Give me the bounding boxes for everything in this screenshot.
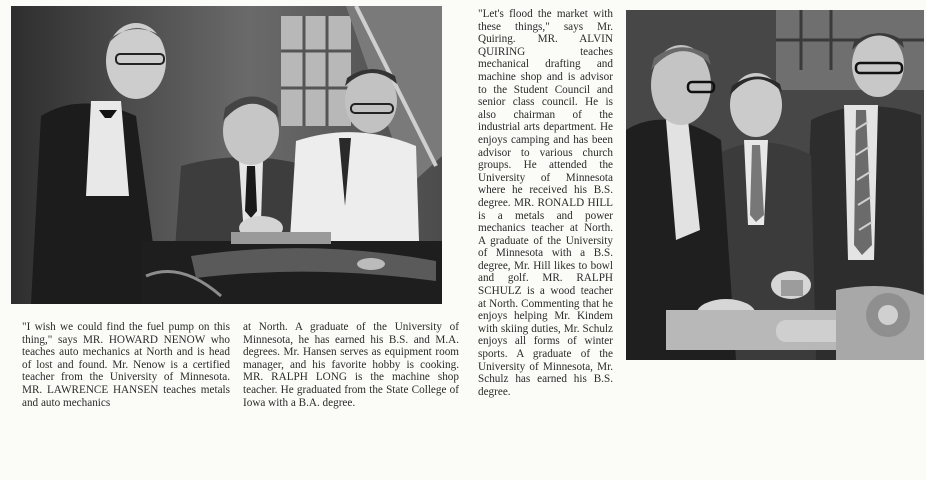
photo-engine-inspection-image bbox=[11, 6, 442, 304]
caption-column-1-text: "I wish we could find the fuel pump on this thing," says MR. HOWARD NENOW who teaches auto mechanics at North and is head of lost and found. Mr. Nenow is a certified teacher from the University of Minnesota. MR. LAWRENCE HANSEN teaches metals and auto mechanics bbox=[22, 321, 230, 409]
caption-column-3-text: "Let's flood the market with these things," says Mr. Quiring. MR. ALVIN QUIRING teaches mechanical drafting and machine shop and is advisor to the Student Council and senior class council. He is also chairman of the industrial arts department. He enjoys camping and has been advisor to various church groups. He attended the University of Minnesota where he received his B.S. degree. MR. RONALD HILL is a metals and power mechanics teacher at North. A graduate of the University of Minnesota with a B.S. degree, Mr. Hill likes to bowl and golf. MR. RALPH SCHULZ is a wood teacher at North. Commenting that he enjoys helping Mr. Kindem with skiing duties, Mr. Schulz enjoys all forms of winter sports. A graduate of the University of Minnesota, Mr. Schulz has earned his B.S. degree. bbox=[478, 8, 613, 398]
photo-engine-inspection bbox=[11, 6, 442, 304]
caption-column-1 bbox=[22, 321, 230, 409]
caption-column-3 bbox=[478, 8, 613, 398]
caption-column-2-text: at North. A graduate of the University of Minnesota, he has earned his B.S. and M.A. degrees. Mr. Hansen serves as equipment room manager, and his favorite hobby is cooking. MR. RALPH LONG is the machine shop teacher. He graduated from the State College of Iowa with a B.A. degree. bbox=[243, 321, 459, 409]
caption-column-2 bbox=[243, 321, 459, 409]
photo-machine-inspection bbox=[626, 10, 924, 360]
photo-machine-inspection-image bbox=[626, 10, 924, 360]
